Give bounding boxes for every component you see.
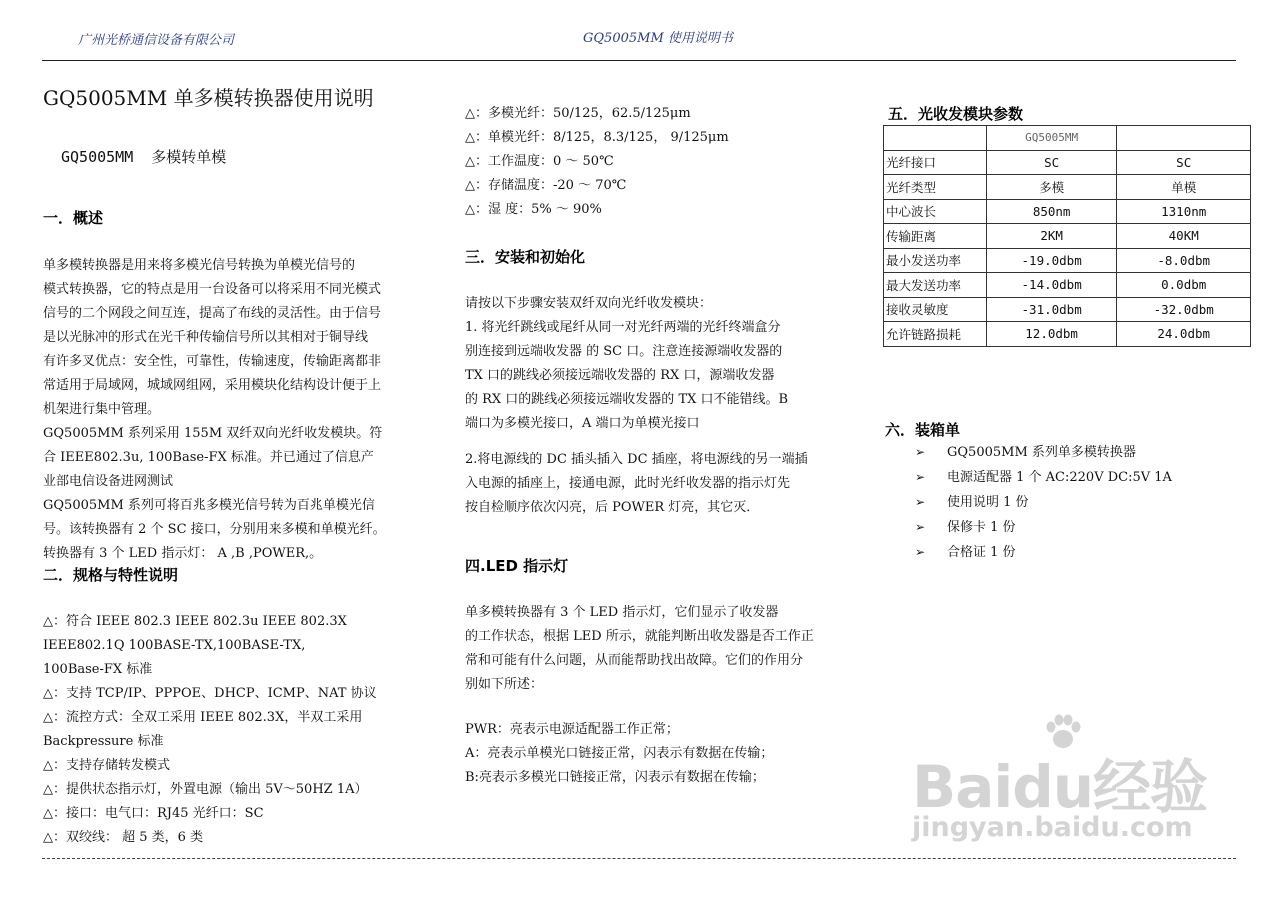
text-line: △：湿 度：5% ～ 90% (465, 202, 602, 217)
list-item: B:亮表示多模光口链接正常，闪表示有数据在传输； (465, 770, 765, 785)
section-install-heading: 三．安装和初始化 (465, 248, 586, 266)
text-line: △：提供状态指示灯，外置电源（输出 5V～50HZ 1A） (43, 782, 368, 797)
text-line: 1. 将光纤跳线或尾纤从同一对光纤两端的光纤终端盒分 (465, 320, 781, 335)
list-item: PWR：亮表示电源适配器工作正常； (465, 722, 679, 737)
arrow-bullet-icon: ➢ (915, 545, 926, 559)
arrow-bullet-icon: ➢ (915, 495, 926, 509)
table-cell: -31.0dbm (986, 297, 1117, 322)
led-item-list (465, 694, 773, 814)
table-cell: -14.0dbm (986, 273, 1117, 298)
table-cell: 0.0dbm (1117, 273, 1251, 298)
text-line: 有许多叉优点：安全性，可靠性，传输速度，传输距离都非 (43, 354, 382, 369)
table-row (884, 273, 1251, 298)
text-line: △：存储温度：-20 ～ 70℃ (465, 178, 627, 193)
section-overview-body (43, 230, 386, 590)
table-cell: 单模 (1117, 175, 1251, 200)
header-company: 广州光桥通信设备有限公司 (78, 33, 235, 48)
text-line: IEEE802.1Q 100BASE-TX,100BASE-TX, (43, 638, 306, 653)
text-line: △：支持存储转发模式 (43, 758, 170, 773)
text-line: 合 IEEE802.3u, 100Base-FX 标准。并已通过了信息产 (43, 450, 374, 465)
packing-list (915, 440, 1172, 565)
text-line: 2.将电源线的 DC 插头插入 DC 插座，将电源线的另一端插 (465, 452, 808, 467)
text-line: △：单模光纤：8/125，8.3/125， 9/125μm (465, 130, 729, 145)
list-item-label: 保修卡 1 份 (947, 520, 1016, 535)
section-packing-heading: 六．装箱单 (885, 421, 961, 439)
table-row (884, 322, 1251, 347)
text-line: 的 RX 口的跳线必须接远端收发器的 TX 口不能错线。B (465, 392, 789, 407)
text-line: 转换器有 3 个 LED 指示灯： A ,B ,POWER,。 (43, 546, 323, 561)
text-line: 100Base-FX 标准 (43, 662, 153, 677)
list-item (915, 540, 1172, 565)
table-row (884, 248, 1251, 273)
list-item: A：亮表示单模光口链接正常，闪表示有数据在传输； (465, 746, 774, 761)
table-cell: 光纤类型 (884, 175, 987, 200)
text-line: 别如下所述： (465, 677, 544, 692)
table-cell: 24.0dbm (1117, 322, 1251, 347)
table-row (884, 175, 1251, 200)
fiber-spec-list (465, 78, 729, 246)
section-install-body (465, 268, 808, 544)
text-line: 是以光脉冲的形式在光千种传输信号所以其相对于铜导线 (43, 330, 369, 345)
text-line: TX 口的跳线必须接远端收发器的 RX 口，源端收发器 (465, 368, 775, 383)
text-line: △：流控方式：全双工采用 IEEE 802.3X，半双工采用 (43, 710, 363, 725)
arrow-bullet-icon: ➢ (915, 470, 926, 484)
text-line: Backpressure 标准 (43, 734, 164, 749)
text-line: 单多模转换器是用来将多模光信号转换为单模光信号的 (43, 258, 356, 273)
text-line: GQ5005MM 系列可将百兆多模光信号转为百兆单模光信 (43, 498, 375, 513)
table-cell: 12.0dbm (986, 322, 1117, 347)
baidu-watermark-url: jingyan.baidu.com (912, 812, 1193, 843)
text-line: △：接口：电气口：RJ45 光纤口：SC (43, 806, 264, 821)
section-led-heading: 四.LED 指示灯 (465, 557, 569, 575)
footer-rule (42, 858, 1236, 859)
table-cell: 2KM (986, 224, 1117, 249)
table-cell: SC (1117, 150, 1251, 175)
table-cell: -8.0dbm (1117, 248, 1251, 273)
text-line: 机架进行集中管理。 (43, 402, 161, 417)
text-line (465, 436, 808, 448)
table-cell: GQ5005MM (986, 126, 1117, 151)
table-row (884, 224, 1251, 249)
text-line: GQ5005MM 系列采用 155M 双纤双向光纤收发模块。符 (43, 426, 383, 441)
table-cell: 多模 (986, 175, 1117, 200)
list-item-label: 电源适配器 1 个 AC:220V DC:5V 1A (947, 470, 1172, 485)
list-item (915, 515, 1172, 540)
table-cell: -32.0dbm (1117, 297, 1251, 322)
text-line: 请按以下步骤安装双纤双向光纤收发模块： (465, 296, 713, 311)
text-line: 信号的二个网段之间互连，提高了布线的灵活性。由于信号 (43, 306, 382, 321)
list-item-label: 使用说明 1 份 (947, 495, 1029, 510)
text-line: △：双绞线： 超 5 类，6 类 (43, 830, 204, 845)
list-item-label: GQ5005MM 系列单多模转换器 (947, 445, 1136, 460)
arrow-bullet-icon: ➢ (915, 445, 926, 459)
text-line: 模式转换器，它的特点是用一台设备可以将采用不同光模式 (43, 282, 382, 297)
table-row (884, 199, 1251, 224)
table-cell: 允许链路损耗 (884, 322, 987, 347)
header-doc-title: GQ5005MM 使用说明书 (583, 31, 733, 46)
text-line: △：工作温度：0 ～ 50℃ (465, 154, 614, 169)
paw-icon (1043, 713, 1083, 751)
arrow-bullet-icon: ➢ (915, 520, 926, 534)
table-cell: 光纤接口 (884, 150, 987, 175)
table-cell: SC (986, 150, 1117, 175)
table-header-row (884, 126, 1251, 151)
list-item (915, 465, 1172, 490)
section-module-heading: 五．光收发模块参数 (888, 105, 1024, 123)
text-line: 端口为多模光接口，A 端口为单模光接口 (465, 416, 700, 431)
text-line: △：支持 TCP/IP、PPPOE、DHCP、ICMP、NAT 协议 (43, 686, 377, 701)
list-item (915, 490, 1172, 515)
section-spec-body (43, 586, 377, 874)
text-line: 业部电信设备进网测试 (43, 474, 174, 489)
text-line: 别连接到远端收发器 的 SC 口。注意连接源端收发器的 (465, 344, 783, 359)
header-rule (42, 60, 1236, 61)
text-line: 按自检顺序依次闪亮，后 POWER 灯亮，其它灭． (465, 500, 760, 515)
list-item-label: 合格证 1 份 (947, 545, 1016, 560)
module-param-table (883, 125, 1251, 347)
table-cell: 中心波长 (884, 199, 987, 224)
table-row (884, 297, 1251, 322)
table-cell (884, 126, 987, 151)
table-row (884, 150, 1251, 175)
text-line: △：符合 IEEE 802.3 IEEE 802.3u IEEE 802.3X (43, 614, 347, 629)
page-subtitle: GQ5005MM 多模转单模 (61, 148, 227, 166)
table-cell: 40KM (1117, 224, 1251, 249)
table-cell: -19.0dbm (986, 248, 1117, 273)
section-overview-heading: 一．概述 (43, 209, 104, 227)
baidu-watermark-logo: Baidu经验 (912, 753, 1208, 821)
text-line: 常和可能有什么问题，从而能帮助找出故障。它们的作用分 (465, 653, 804, 668)
table-cell: 850nm (986, 199, 1117, 224)
table-cell: 传输距离 (884, 224, 987, 249)
section-spec-heading: 二．规格与特性说明 (43, 566, 179, 584)
text-line: 单多模转换器有 3 个 LED 指示灯，它们显示了收发器 (465, 605, 779, 620)
table-cell: 1310nm (1117, 199, 1251, 224)
table-cell (1117, 126, 1251, 151)
page-title: GQ5005MM 单多模转换器使用说明 (43, 86, 374, 110)
table-cell: 最小发送功率 (884, 248, 987, 273)
text-line: 常适用于局域网，城域网组网，采用模块化结构设计便于上 (43, 378, 382, 393)
text-line: 的工作状态，根据 LED 所示，就能判断出收发器是否工作正 (465, 629, 814, 644)
text-line: △：多模光纤：50/125，62.5/125μm (465, 106, 691, 121)
table-cell: 接收灵敏度 (884, 297, 987, 322)
table-cell: 最大发送功率 (884, 273, 987, 298)
text-line: 号。该转换器有 2 个 SC 接口，分别用来多模和单模光纤。 (43, 522, 386, 537)
list-item (915, 440, 1172, 465)
text-line: 入电源的插座上，接通电源，此时光纤收发器的指示灯先 (465, 476, 791, 491)
